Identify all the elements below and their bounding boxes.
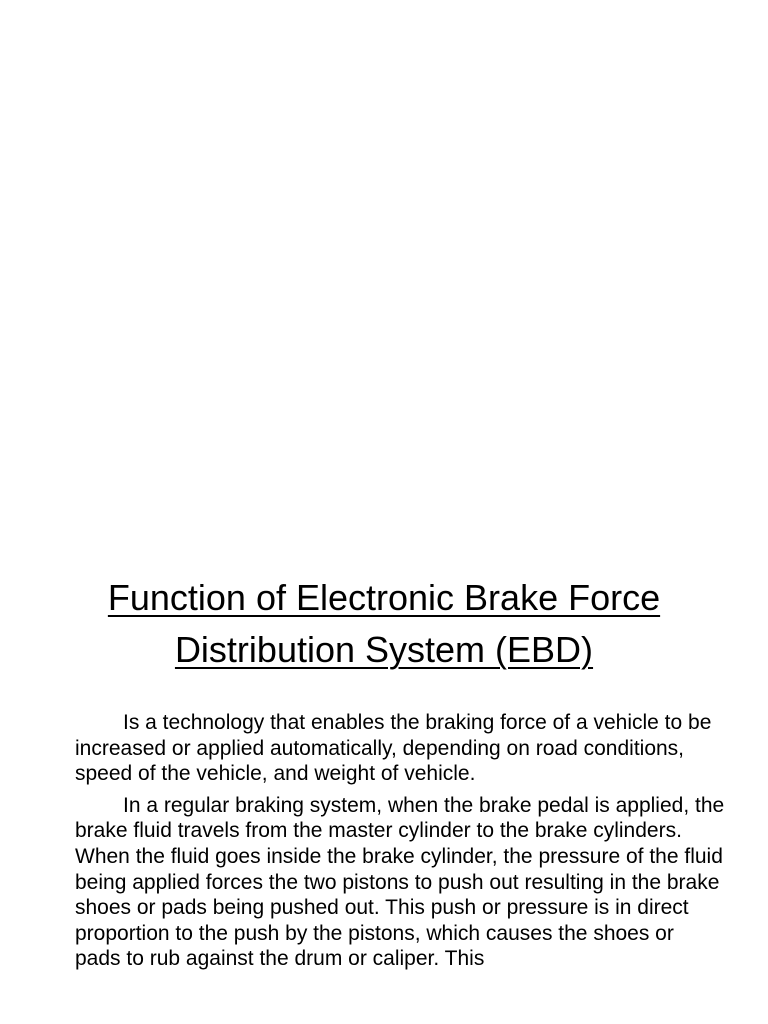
slide-title-line-1: Function of Electronic Brake Force	[107, 577, 661, 618]
slide-title-line-2: Distribution System (EBD)	[174, 629, 594, 670]
slide-body	[75, 710, 725, 978]
body-paragraph: Is a technology that enables the braking force of a vehicle to be increased or applied automatically, depending on road conditions, speed of the vehicle, and weight of vehicle.	[75, 711, 712, 786]
slide-title	[60, 572, 708, 676]
body-paragraph: In a regular braking system, when the brake pedal is applied, the brake fluid travels from the master cylinder to the brake cylinders. When the fluid goes inside the brake cylinder, the pressure of the fluid being applied forces the two pistons to push out resulting in the brake shoes or pads being pushed out. This push or pressure is in direct proportion to the push by the pistons, which causes the shoes or pads to rub against the drum or caliper. This	[75, 793, 725, 971]
